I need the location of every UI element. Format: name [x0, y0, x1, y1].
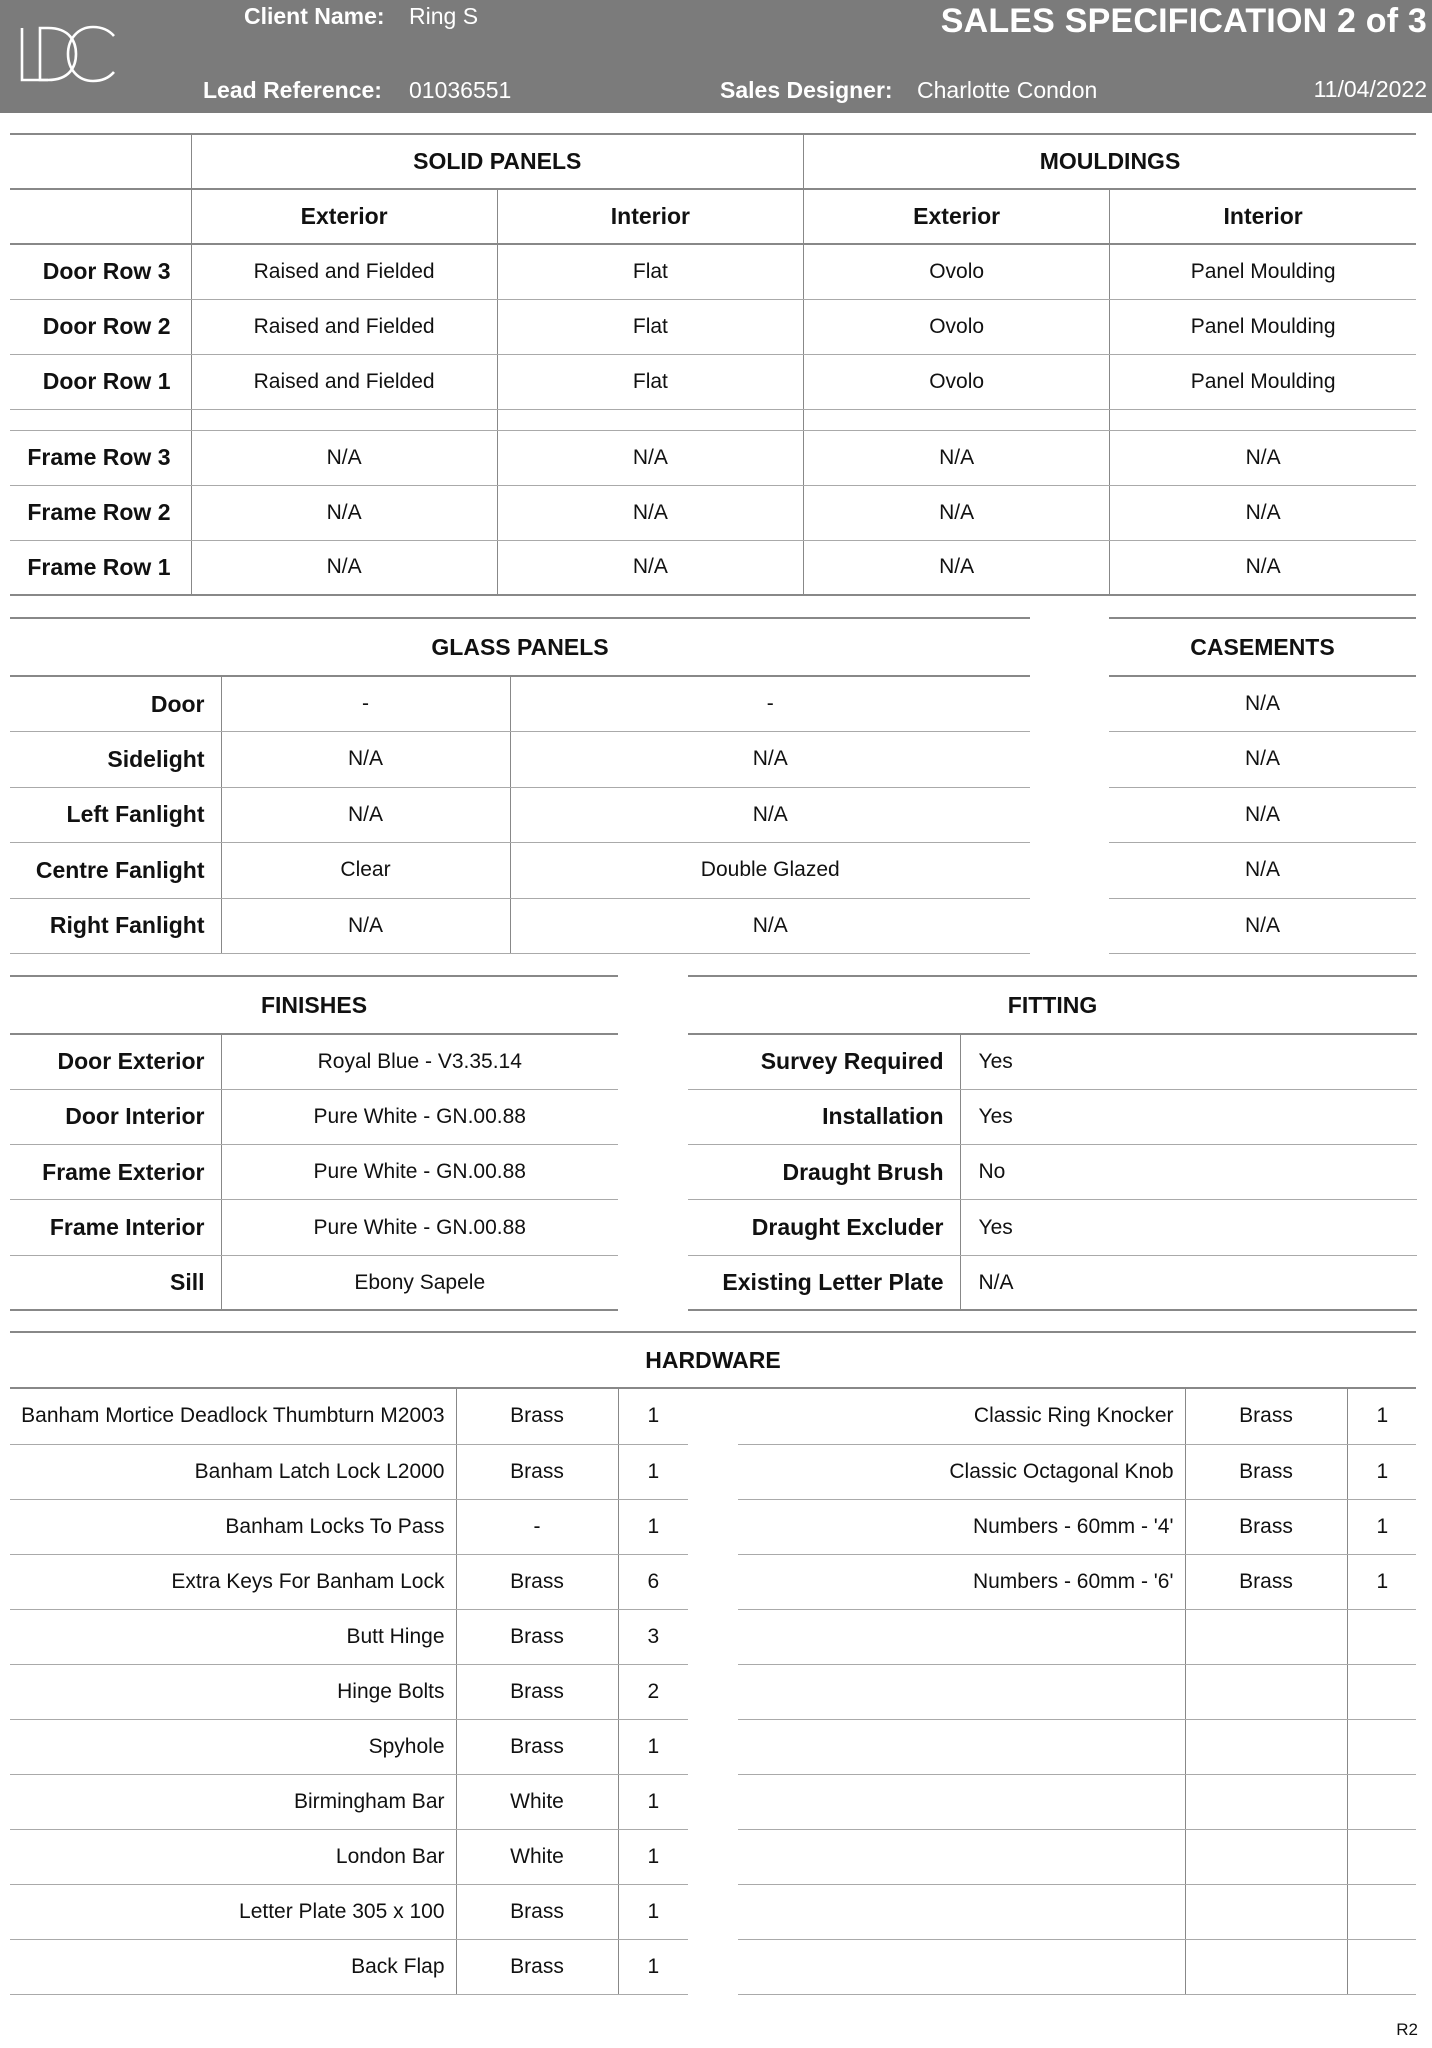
mouldings-interior-value: Panel Moulding: [1110, 299, 1416, 354]
sales-designer-label: Sales Designer:: [720, 77, 893, 103]
hardware-item-name: [738, 1829, 1185, 1884]
table-row: [1109, 676, 1416, 732]
casement-value: N/A: [1109, 843, 1416, 899]
hardware-item-name: Banham Locks To Pass: [10, 1499, 456, 1554]
hardware-item-name: Hinge Bolts: [10, 1664, 456, 1719]
page-title: SALES SPECIFICATION 2 of 3: [940, 2, 1427, 40]
row-label: Survey Required: [688, 1034, 960, 1089]
mouldings-exterior-value: Ovolo: [804, 244, 1110, 299]
table-column-header-row: [10, 189, 1416, 244]
hardware-item-finish: [1185, 1609, 1347, 1664]
glass-panels-table: [10, 617, 1030, 954]
mouldings-exterior-value: Ovolo: [804, 354, 1110, 409]
hardware-item-qty: [1347, 1884, 1416, 1939]
solid-interior-value: Flat: [497, 299, 803, 354]
row-label: Door Interior: [10, 1089, 221, 1144]
table-corner-cell: [10, 189, 191, 244]
section-header-row: [10, 618, 1030, 676]
solid-exterior-value: N/A: [191, 540, 497, 595]
hardware-item-name: Classic Ring Knocker: [738, 1389, 1185, 1444]
spacer-cell: [497, 409, 803, 430]
hardware-item-name: Extra Keys For Banham Lock: [10, 1554, 456, 1609]
hardware-item-qty: 1: [1347, 1499, 1416, 1554]
col-mouldings-exterior: Exterior: [804, 189, 1110, 244]
hardware-item-finish: [1185, 1664, 1347, 1719]
hardware-item-name: [738, 1664, 1185, 1719]
casements-table: [1109, 617, 1416, 954]
hardware-item-name: [738, 1719, 1185, 1774]
col-mouldings-interior: Interior: [1110, 189, 1416, 244]
hardware-item-qty: [1347, 1774, 1416, 1829]
hardware-item-qty: [1347, 1939, 1416, 1994]
hardware-item-qty: 6: [618, 1554, 688, 1609]
hardware-item-qty: 1: [618, 1939, 688, 1994]
finish-value: Pure White - GN.00.88: [221, 1145, 618, 1200]
hardware-item-finish: Brass: [456, 1444, 618, 1499]
hardware-left-body: [10, 1389, 688, 1994]
table-row: [738, 1829, 1416, 1884]
solid-panels-mouldings-table: [10, 133, 1416, 596]
table-row: [10, 843, 1030, 899]
hardware-left-table: [10, 1389, 688, 1995]
mouldings-interior-value: Panel Moulding: [1110, 354, 1416, 409]
hardware-item-finish: Brass: [1185, 1499, 1347, 1554]
table-row: [688, 1089, 1417, 1144]
solid-interior-value: N/A: [497, 430, 803, 485]
finish-value: Pure White - GN.00.88: [221, 1089, 618, 1144]
mouldings-interior-value: N/A: [1110, 540, 1416, 595]
glass-type-value: Clear: [221, 843, 510, 899]
hardware-item-finish: [1185, 1774, 1347, 1829]
client-name-label: Client Name:: [244, 3, 385, 29]
glazing-value: Double Glazed: [510, 843, 1030, 899]
hardware-item-finish: Brass: [456, 1664, 618, 1719]
hardware-item-finish: -: [456, 1499, 618, 1554]
row-label: Installation: [688, 1089, 960, 1144]
spacer-cell: [804, 409, 1110, 430]
table-row: [10, 430, 1416, 485]
solid-interior-value: N/A: [497, 540, 803, 595]
spec-date: 11/04/2022: [1313, 76, 1427, 102]
row-label: Frame Interior: [10, 1200, 221, 1255]
solid-interior-value: N/A: [497, 485, 803, 540]
table-row: [688, 1034, 1417, 1089]
row-label: Door Row 3: [10, 244, 191, 299]
hardware-item-finish: White: [456, 1829, 618, 1884]
hardware-item-finish: Brass: [1185, 1554, 1347, 1609]
glazing-value: N/A: [510, 732, 1030, 788]
row-label: Centre Fanlight: [10, 843, 221, 899]
fitting-value: Yes: [960, 1200, 1417, 1255]
table-row: [738, 1719, 1416, 1774]
hardware-item-finish: Brass: [456, 1884, 618, 1939]
table-row: [10, 354, 1416, 409]
hardware-item-qty: 1: [618, 1719, 688, 1774]
table-row: [10, 1089, 618, 1144]
fitting-value: N/A: [960, 1255, 1417, 1310]
glass-panels-heading: GLASS PANELS: [10, 618, 1030, 676]
table-row: [1109, 732, 1416, 788]
row-label: Left Fanlight: [10, 787, 221, 843]
table-row: [10, 485, 1416, 540]
hardware-item-name: Classic Octagonal Knob: [738, 1444, 1185, 1499]
section-header-row: [688, 976, 1417, 1034]
row-label: Frame Row 2: [10, 485, 191, 540]
table-row: [738, 1939, 1416, 1994]
solid-interior-value: Flat: [497, 244, 803, 299]
hardware-item-name: Letter Plate 305 x 100: [10, 1884, 456, 1939]
casement-value: N/A: [1109, 732, 1416, 788]
table-row: [738, 1554, 1416, 1609]
table-row: [10, 732, 1030, 788]
mouldings-interior-value: N/A: [1110, 430, 1416, 485]
hardware-item-qty: 1: [1347, 1444, 1416, 1499]
solid-exterior-value: N/A: [191, 485, 497, 540]
finish-value: Pure White - GN.00.88: [221, 1200, 618, 1255]
hardware-item-name: Banham Latch Lock L2000: [10, 1444, 456, 1499]
hardware-item-qty: [1347, 1609, 1416, 1664]
fitting-value: Yes: [960, 1089, 1417, 1144]
row-label: Frame Row 3: [10, 430, 191, 485]
table-row: [738, 1664, 1416, 1719]
hardware-item-name: Spyhole: [10, 1719, 456, 1774]
section-header-row: [10, 976, 618, 1034]
client-name-value: Ring S: [409, 3, 479, 29]
hardware-item-name: Numbers - 60mm - '4': [738, 1499, 1185, 1554]
lead-reference-label: Lead Reference:: [203, 77, 382, 103]
table-row: [10, 1554, 688, 1609]
table-row: [10, 1255, 618, 1310]
mouldings-heading: MOULDINGS: [804, 134, 1417, 189]
table-row: [10, 299, 1416, 354]
table-row: [10, 1719, 688, 1774]
table-row: [10, 1829, 688, 1884]
fitting-value: No: [960, 1145, 1417, 1200]
hardware-item-finish: [1185, 1884, 1347, 1939]
row-label: Door Row 2: [10, 299, 191, 354]
hardware-item-qty: [1347, 1719, 1416, 1774]
hardware-right-body: [738, 1389, 1416, 1994]
table-row: [738, 1499, 1416, 1554]
table-row: [738, 1609, 1416, 1664]
hardware-item-qty: 1: [618, 1829, 688, 1884]
row-label: Sidelight: [10, 732, 221, 788]
row-label: Sill: [10, 1255, 221, 1310]
casement-value: N/A: [1109, 898, 1416, 954]
hardware-item-name: Butt Hinge: [10, 1609, 456, 1664]
table-row: [10, 1499, 688, 1554]
hardware-item-qty: 1: [618, 1444, 688, 1499]
table-row: [688, 1255, 1417, 1310]
hardware-item-name: [738, 1939, 1185, 1994]
table-row: [688, 1200, 1417, 1255]
col-solid-exterior: Exterior: [191, 189, 497, 244]
row-label: Existing Letter Plate: [688, 1255, 960, 1310]
fitting-table: [688, 975, 1417, 1311]
solid-exterior-value: Raised and Fielded: [191, 354, 497, 409]
hardware-right-table: [738, 1389, 1416, 1995]
hardware-item-qty: 1: [618, 1884, 688, 1939]
row-label: Frame Exterior: [10, 1145, 221, 1200]
table-row: [10, 1034, 618, 1089]
glazing-value: N/A: [510, 787, 1030, 843]
mouldings-interior-value: N/A: [1110, 485, 1416, 540]
row-label: Draught Excluder: [688, 1200, 960, 1255]
solid-exterior-value: N/A: [191, 430, 497, 485]
hardware-item-name: Birmingham Bar: [10, 1774, 456, 1829]
fitting-heading: FITTING: [688, 976, 1417, 1034]
glass-type-value: N/A: [221, 787, 510, 843]
mouldings-exterior-value: N/A: [804, 485, 1110, 540]
table-row: [10, 1609, 688, 1664]
hardware-heading: HARDWARE: [10, 1331, 1416, 1389]
hardware-item-qty: 2: [618, 1664, 688, 1719]
hardware-item-name: London Bar: [10, 1829, 456, 1884]
hardware-item-name: [738, 1609, 1185, 1664]
hardware-item-qty: 1: [1347, 1554, 1416, 1609]
table-row: [10, 1884, 688, 1939]
hardware-item-finish: Brass: [456, 1939, 618, 1994]
spacer-cell: [10, 409, 191, 430]
hardware-item-qty: 1: [1347, 1389, 1416, 1444]
hardware-item-qty: [1347, 1664, 1416, 1719]
glazing-value: N/A: [510, 898, 1030, 954]
table-row: [1109, 787, 1416, 843]
page-header: [0, 0, 1432, 113]
revision-label: R2: [1396, 2020, 1418, 2039]
hardware-item-finish: Brass: [456, 1609, 618, 1664]
casements-heading: CASEMENTS: [1109, 618, 1416, 676]
table-row: [10, 244, 1416, 299]
solid-interior-value: Flat: [497, 354, 803, 409]
table-row: [10, 1774, 688, 1829]
glass-type-value: N/A: [221, 732, 510, 788]
hardware-item-finish: Brass: [456, 1389, 618, 1444]
mouldings-exterior-value: N/A: [804, 430, 1110, 485]
ldc-logo-icon: [18, 24, 118, 84]
hardware-item-qty: 1: [618, 1499, 688, 1554]
hardware-item-finish: Brass: [1185, 1389, 1347, 1444]
hardware-item-finish: White: [456, 1774, 618, 1829]
table-row: [10, 1939, 688, 1994]
glazing-value: -: [510, 676, 1030, 732]
hardware-item-finish: Brass: [456, 1719, 618, 1774]
table-row: [10, 676, 1030, 732]
solid-exterior-value: Raised and Fielded: [191, 299, 497, 354]
table-row: [10, 1200, 618, 1255]
spacer-cell: [191, 409, 497, 430]
hardware-item-name: [738, 1774, 1185, 1829]
hardware-item-name: Numbers - 60mm - '6': [738, 1554, 1185, 1609]
glass-type-value: -: [221, 676, 510, 732]
glass-type-value: N/A: [221, 898, 510, 954]
hardware-item-name: [738, 1884, 1185, 1939]
spacer-row: [10, 409, 1416, 430]
col-solid-interior: Interior: [497, 189, 803, 244]
hardware-item-name: Banham Mortice Deadlock Thumbturn M2003: [10, 1389, 456, 1444]
mouldings-exterior-value: Ovolo: [804, 299, 1110, 354]
spacer-cell: [1110, 409, 1416, 430]
row-label: Frame Row 1: [10, 540, 191, 595]
table-row: [10, 898, 1030, 954]
hardware-item-finish: [1185, 1829, 1347, 1884]
hardware-item-finish: [1185, 1719, 1347, 1774]
finishes-table: [10, 975, 618, 1311]
fitting-value: Yes: [960, 1034, 1417, 1089]
table-corner-cell: [10, 134, 191, 189]
finish-value: Ebony Sapele: [221, 1255, 618, 1310]
mouldings-interior-value: Panel Moulding: [1110, 244, 1416, 299]
casement-value: N/A: [1109, 787, 1416, 843]
table-row: [738, 1774, 1416, 1829]
table-row: [10, 1145, 618, 1200]
hardware-item-finish: [1185, 1939, 1347, 1994]
row-label: Right Fanlight: [10, 898, 221, 954]
mouldings-exterior-value: N/A: [804, 540, 1110, 595]
table-row: [738, 1884, 1416, 1939]
table-row: [738, 1389, 1416, 1444]
solid-exterior-value: Raised and Fielded: [191, 244, 497, 299]
hardware-item-name: Back Flap: [10, 1939, 456, 1994]
finish-value: Royal Blue - V3.35.14: [221, 1034, 618, 1089]
table-row: [10, 1664, 688, 1719]
table-row: [688, 1145, 1417, 1200]
table-row: [10, 540, 1416, 595]
row-label: Door: [10, 676, 221, 732]
table-row: [10, 1444, 688, 1499]
hardware-item-qty: 1: [618, 1774, 688, 1829]
table-row: [10, 787, 1030, 843]
solid-panels-heading: SOLID PANELS: [191, 134, 804, 189]
lead-reference-value: 01036551: [409, 77, 512, 103]
casement-value: N/A: [1109, 676, 1416, 732]
table-row: [1109, 843, 1416, 899]
hardware-item-qty: 1: [618, 1389, 688, 1444]
hardware-item-finish: Brass: [456, 1554, 618, 1609]
table-row: [738, 1444, 1416, 1499]
row-label: Door Row 1: [10, 354, 191, 409]
row-label: Door Exterior: [10, 1034, 221, 1089]
hardware-item-qty: 3: [618, 1609, 688, 1664]
sales-designer-value: Charlotte Condon: [917, 77, 1098, 103]
table-row: [10, 1389, 688, 1444]
table-row: [1109, 898, 1416, 954]
hardware-item-qty: [1347, 1829, 1416, 1884]
hardware-item-finish: Brass: [1185, 1444, 1347, 1499]
table-group-header-row: [10, 134, 1416, 189]
row-label: Draught Brush: [688, 1145, 960, 1200]
finishes-heading: FINISHES: [10, 976, 618, 1034]
section-header-row: [1109, 618, 1416, 676]
